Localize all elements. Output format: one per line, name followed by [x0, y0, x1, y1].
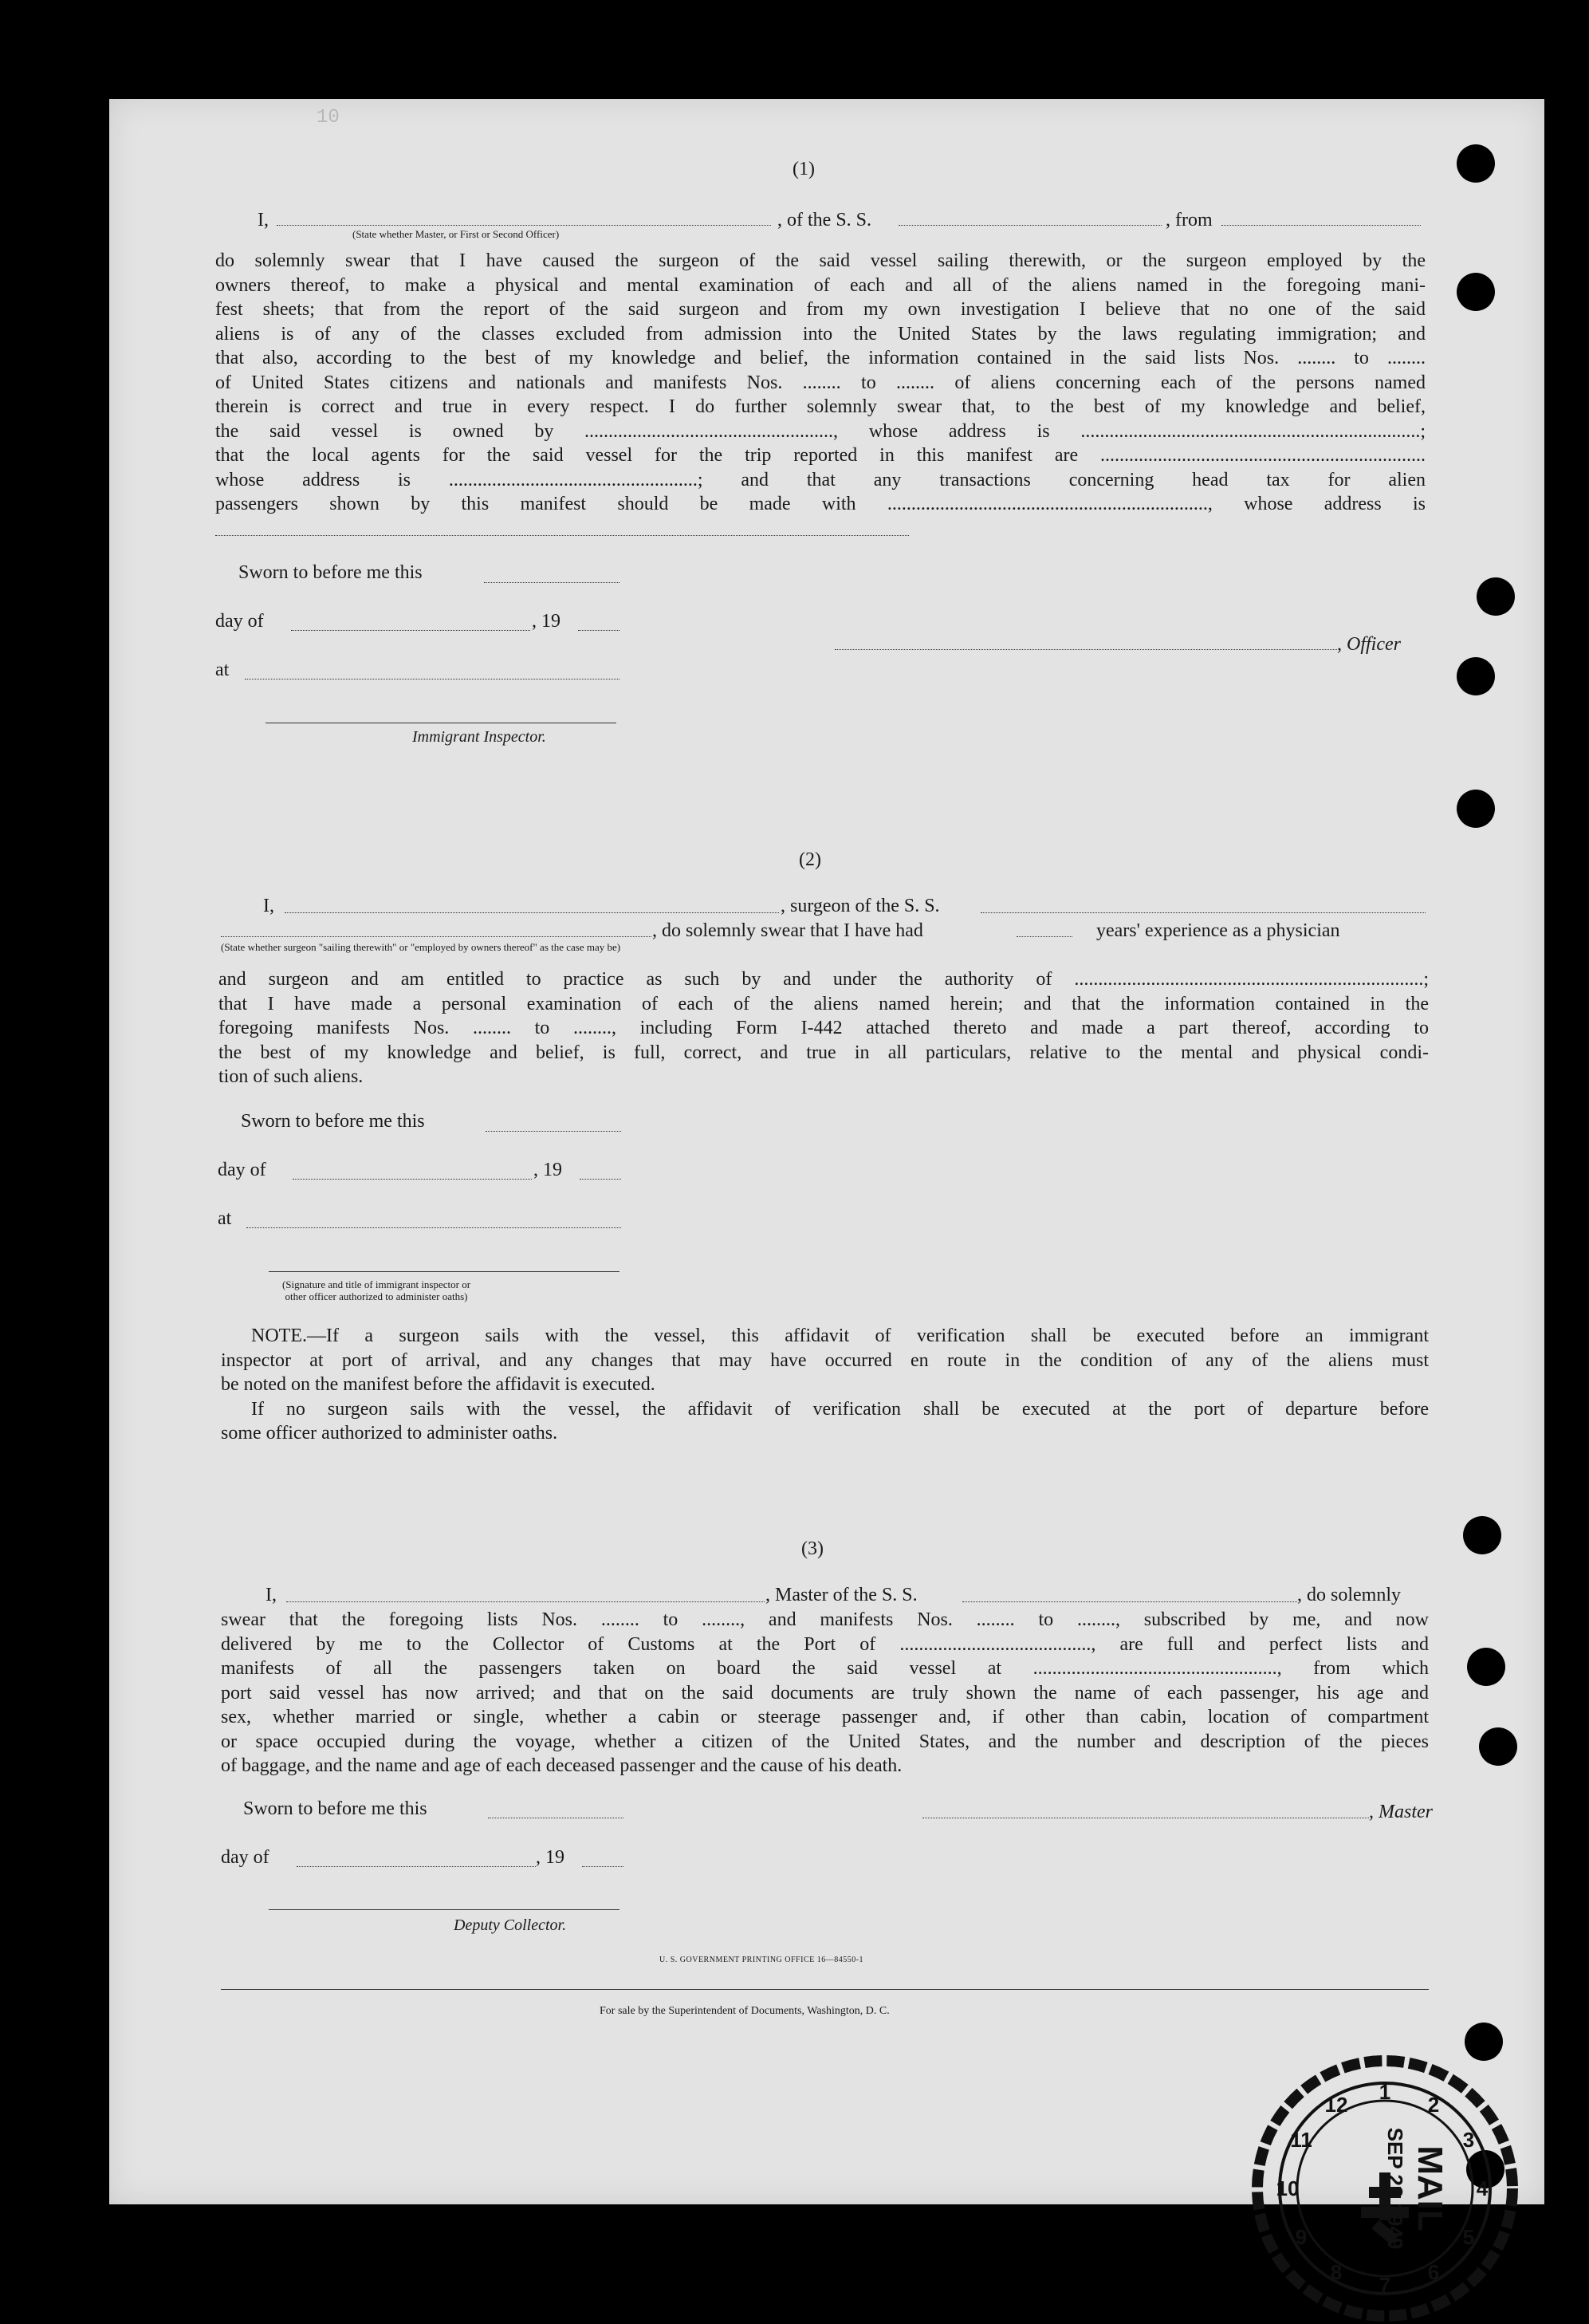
oath-line: and surgeon and am entitled to practice as such by and under the authority of .........................................................................; — [218, 969, 1429, 990]
surgeon-status-note: (State whether surgeon "sailing therewith" or "employed by owners thereof" as the case may be) — [221, 941, 621, 953]
oath-line: of United States citizens and nationals and manifests Nos. ........ to ........ of aliens concerning each of the persons named — [215, 372, 1426, 393]
day-of-label-2: day of — [218, 1160, 266, 1180]
at-place-field-2[interactable] — [246, 1227, 621, 1228]
stamp-mail-text: MAIL — [1410, 2145, 1449, 2231]
note-line: NOTE.—If a surgeon sails with the vessel, this affidavit of verification shall be executed before an immigrant — [251, 1325, 1429, 1346]
year-field-3[interactable] — [582, 1866, 623, 1867]
day-of-field-2[interactable] — [293, 1179, 532, 1180]
section-1-oath-text — [215, 249, 1426, 517]
sworn-date-field-2[interactable] — [486, 1131, 621, 1132]
note-line: be noted on the manifest before the affidavit is executed. — [221, 1374, 655, 1395]
stamp-digit: 9 — [1295, 2225, 1308, 2249]
surgeon-name-field[interactable] — [285, 912, 779, 913]
from-port-field[interactable] — [1221, 225, 1421, 226]
master-vessel-field[interactable] — [962, 1601, 1297, 1602]
binder-hole — [1457, 273, 1495, 311]
oath-line: that I have made a personal examination of each of the aliens named herein; and that the information contained in the — [218, 993, 1429, 1014]
at-label: at — [215, 660, 230, 680]
sworn-date-field[interactable] — [484, 582, 619, 583]
officer-signature-field[interactable] — [835, 649, 1337, 650]
oath-line: the best of my knowledge and belief, is full, correct, and true in all particulars, relative to the mental and physical condi- — [218, 1042, 1429, 1063]
binder-hole — [1479, 1727, 1517, 1766]
oath-line: swear that the foregoing lists Nos. ........ to ........, and manifests Nos. ........ to ........, subscribed by me, and now — [221, 1609, 1429, 1630]
stamp-digit: 12 — [1324, 2093, 1348, 2117]
day-of-label-3: day of — [221, 1847, 269, 1868]
binder-hole — [1457, 790, 1495, 828]
oath-line: that also, according to the best of my knowledge and belief, the information contained in the said lists Nos. ........ to ........ — [215, 348, 1426, 368]
section-1-number: (1) — [793, 159, 815, 179]
section-2-i-label: I, — [263, 896, 274, 916]
master-label: , Master — [1369, 1802, 1433, 1822]
stamp-digit: 6 — [1427, 2260, 1440, 2284]
vessel-label: , of the S. S. — [777, 210, 872, 230]
immigrant-inspector-label: Immigrant Inspector. — [412, 728, 546, 746]
stamp-digit: 8 — [1330, 2260, 1343, 2284]
section-1-i-label: I, — [258, 210, 269, 230]
years-field[interactable] — [1017, 936, 1072, 937]
sworn-label: Sworn to before me this — [238, 562, 423, 583]
surgeon-status-field[interactable] — [221, 936, 651, 937]
oath-line: manifests of all the passengers taken on board the said vessel at ..................................................., from which — [221, 1658, 1429, 1679]
master-name-field[interactable] — [286, 1601, 765, 1602]
mail-received-stamp — [1249, 2053, 1520, 2324]
stamp-date-text: SEP 22 1949 — [1383, 2127, 1407, 2250]
year-field[interactable] — [578, 630, 619, 631]
officer-rank-note: (State whether Master, or First or Second Officer) — [352, 228, 560, 240]
year-field-2[interactable] — [580, 1179, 621, 1180]
footer-rule — [221, 1989, 1429, 1990]
binder-hole — [1467, 1648, 1505, 1686]
sworn-label-2: Sworn to before me this — [241, 1111, 425, 1132]
stamp-digit: 10 — [1276, 2176, 1300, 2200]
section-3-number: (3) — [801, 1538, 824, 1559]
officer-label: , Officer — [1337, 634, 1401, 655]
oath-line: delivered by me to the Collector of Customs at the Port of ........................................, are full and perfect lists and — [221, 1633, 1429, 1655]
stamp-digit: 7 — [1379, 2273, 1391, 2297]
stamp-digit: 1 — [1379, 2080, 1391, 2104]
vessel-name-field[interactable] — [899, 225, 1162, 226]
year-label-2: , 19 — [533, 1160, 562, 1180]
section-3-oath-text — [221, 1608, 1429, 1778]
note-line: If no surgeon sails with the vessel, the affidavit of verification shall be executed at the port of departure before — [251, 1398, 1429, 1420]
oath-line: port said vessel has now arrived; and that on the said documents are truly shown the name of each passenger, his age and — [221, 1682, 1429, 1704]
note-line: inspector at port of arrival, and any changes that may have occurred en route in the condition of any of the aliens must — [221, 1349, 1429, 1371]
oath-line: the said vessel is owned by ...................................................., whose address is .......................................................................; — [215, 420, 1426, 442]
for-sale-notice: For sale by the Superintendent of Documents, Washington, D. C. — [600, 2005, 890, 2017]
surgeon-vessel-field[interactable] — [981, 912, 1426, 913]
binder-hole — [1477, 577, 1515, 616]
printing-office-imprint: U. S. GOVERNMENT PRINTING OFFICE 16—84550-1 — [659, 1956, 864, 1964]
collector-signature-field[interactable] — [269, 1909, 619, 1910]
oath-line: of baggage, and the name and age of each deceased passenger and the cause of his death. — [221, 1755, 903, 1776]
section-2-number: (2) — [799, 849, 821, 870]
stamp-digit: 4 — [1476, 2176, 1489, 2200]
note-line: some officer authorized to administer oaths. — [221, 1423, 558, 1444]
manifest-page — [109, 99, 1544, 2297]
oath-line: passengers shown by this manifest should be made with ..................................................................., whose address is — [215, 494, 1426, 514]
binder-hole — [1463, 1516, 1501, 1554]
stamp-digit: 2 — [1427, 2093, 1440, 2117]
oath-line: therein is correct and true in every respect. I do further solemnly swear that, to the best of my knowledge and belief, — [215, 396, 1426, 417]
oath-line: tion of such aliens. — [218, 1066, 364, 1087]
day-of-field[interactable] — [291, 630, 530, 631]
stamp-digit: 3 — [1462, 2128, 1475, 2152]
deputy-collector-label: Deputy Collector. — [454, 1916, 567, 1934]
signature-field-2[interactable] — [269, 1271, 619, 1272]
sworn-label-3: Sworn to before me this — [243, 1798, 427, 1819]
surgeon-of-label: , surgeon of the S. S. — [781, 896, 940, 916]
year-label: , 19 — [532, 611, 560, 632]
oath-line: do solemnly swear that I have caused the surgeon of the said vessel sailing therewith, or the surgeon employed by the — [215, 250, 1426, 271]
stamp-digit: 11 — [1290, 2128, 1312, 2152]
bleed-through-number: 10 — [317, 107, 340, 128]
from-label: , from — [1166, 210, 1213, 230]
oath-line: fest sheets; that from the report of the said surgeon and from my own investigation I believe that no one of the said — [215, 299, 1426, 320]
stamp-digit: 5 — [1462, 2225, 1475, 2249]
year-label-3: , 19 — [536, 1847, 564, 1868]
note-text — [221, 1324, 1429, 1446]
head-tax-address-field[interactable] — [215, 535, 909, 536]
master-of-label: , Master of the S. S. — [765, 1585, 918, 1605]
signature-note-line-2: other officer authorized to administer oaths) — [285, 1290, 468, 1302]
binder-hole — [1457, 657, 1495, 695]
binder-hole — [1457, 144, 1495, 183]
oath-line: sex, whether married or single, whether a cabin or steerage passenger and, if other than cabin, location of compartment — [221, 1707, 1429, 1727]
do-solemnly-label: , do solemnly — [1297, 1585, 1401, 1605]
section-2-oath-text — [218, 967, 1429, 1089]
oath-line: whose address is ....................................................; and that any transactions concerning head tax for alien — [215, 469, 1426, 490]
at-label-2: at — [218, 1208, 232, 1229]
day-of-label: day of — [215, 611, 264, 632]
section-3-i-label: I, — [265, 1585, 277, 1605]
officer-name-field[interactable] — [277, 225, 771, 226]
years-experience-label: years' experience as a physician — [1096, 920, 1340, 941]
do-solemnly-swear-label: , do solemnly swear that I have had — [652, 920, 923, 941]
oath-line: aliens is of any of the classes excluded from admission into the United States by the laws regulating immigration; and — [215, 323, 1426, 345]
day-of-field-3[interactable] — [297, 1866, 536, 1867]
oath-line: or space occupied during the voyage, whether a citizen of the United States, and the number and description of the pieces — [221, 1731, 1429, 1752]
oath-line: owners thereof, to make a physical and mental examination of each and all of the aliens named in the foregoing mani- — [215, 274, 1426, 296]
signature-note-line-1: (Signature and title of immigrant inspector or — [281, 1278, 471, 1290]
oath-line: foregoing manifests Nos. ........ to ........, including Form I-442 attached thereto and made a part thereof, according to — [218, 1018, 1429, 1038]
signature-note — [273, 1278, 480, 1302]
oath-line: that the local agents for the said vessel for the trip reported in this manifest are .................................................................... — [215, 445, 1426, 466]
